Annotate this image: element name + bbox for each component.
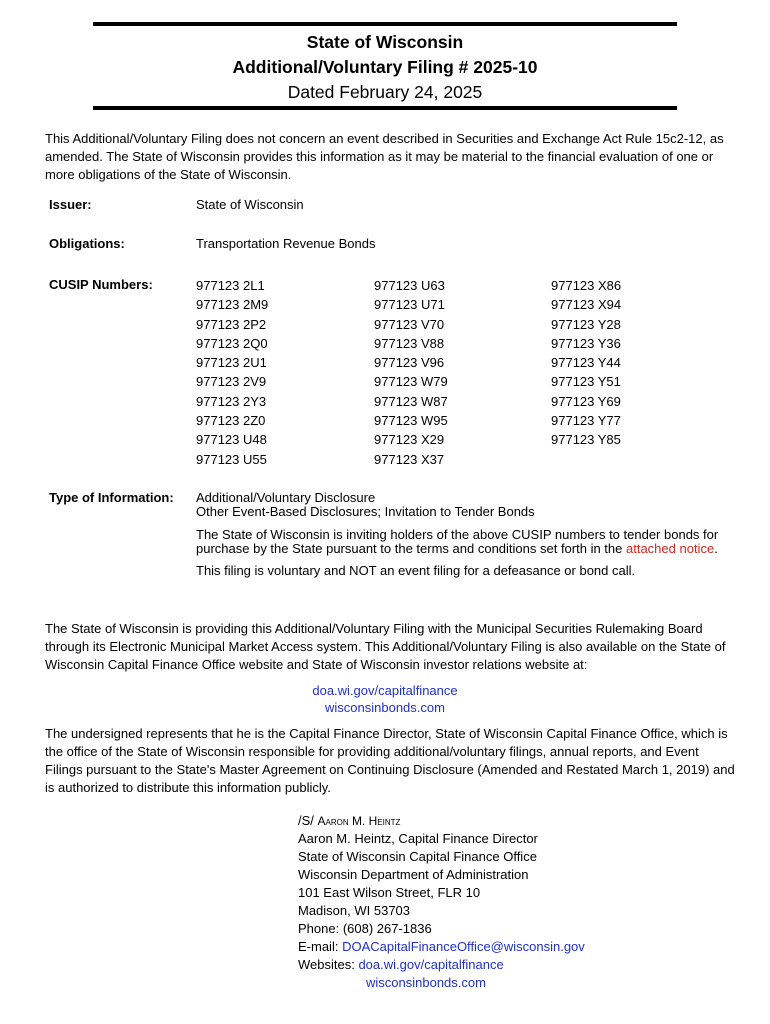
signer-title: Aaron M. Heintz, Capital Finance Director	[298, 831, 538, 846]
type-of-information-label: Type of Information:	[49, 490, 174, 505]
cusip-label: CUSIP Numbers:	[49, 277, 153, 292]
signature-block	[298, 812, 585, 992]
cusip-column-3	[551, 276, 621, 450]
cusip-number: 977123 Y77	[551, 413, 621, 429]
cusip-number: 977123 W79	[374, 374, 448, 390]
cusip-number: 977123 2M9	[196, 297, 269, 313]
cusip-number: 977123 U71	[374, 297, 445, 313]
top-rule	[93, 22, 677, 26]
bottom-rule	[93, 106, 677, 110]
signature-wisconsinbonds-link[interactable]: wisconsinbonds.com	[366, 975, 486, 990]
signer-address: 101 East Wilson Street, FLR 10	[298, 885, 481, 900]
emma-paragraph: The State of Wisconsin is providing this Additional/Voluntary Filing with the Municipal Securities Rulemaking Board through its Electronic Municipal Market Access system. This Additional/Voluntary Filing is also available on the State of Wisconsin Capital Finance Office website and State of Wisconsin investor relations website at:	[45, 621, 726, 672]
cusip-number: 977123 2Y3	[196, 393, 267, 409]
cusip-number: 977123 Y51	[551, 374, 621, 390]
cusip-number: 977123 Y85	[551, 432, 621, 448]
cusip-number: 977123 Y36	[551, 335, 621, 351]
cusip-number: 977123 Y44	[551, 355, 621, 371]
signer-phone: Phone: (608) 267-1836	[298, 921, 432, 936]
obligations-value: Transportation Revenue Bonds	[196, 236, 376, 251]
issuer-label: Issuer:	[49, 197, 92, 212]
attached-notice-link[interactable]: attached notice	[626, 541, 715, 556]
website-links	[0, 682, 770, 716]
email-label: E-mail:	[298, 939, 343, 954]
tender-text: The State of Wisconsin is inviting holders of the above CUSIP numbers to tender bonds for purchase by the State pursuant to the terms and conditions set forth in the	[196, 527, 719, 556]
signature-capitalfinance-link[interactable]: doa.wi.gov/capitalfinance	[358, 957, 504, 972]
signature-name: Aaron M. Heintz	[317, 814, 401, 828]
issuer-value: State of Wisconsin	[196, 197, 304, 212]
wisconsinbonds-link[interactable]: wisconsinbonds.com	[325, 700, 445, 715]
tender-end: .	[714, 541, 718, 556]
voluntary-note: This filing is voluntary and NOT an event filing for a defeasance or bond call.	[196, 563, 636, 578]
filing-date: Dated February 24, 2025	[287, 82, 483, 102]
cusip-number: 977123 2V9	[196, 374, 267, 390]
cusip-number: 977123 X86	[551, 278, 622, 293]
signature-line	[298, 812, 585, 830]
cusip-column-2	[374, 276, 448, 469]
type-line-2: Other Event-Based Disclosures; Invitation to Tender Bonds	[196, 504, 535, 519]
signer-websites-line	[298, 956, 585, 974]
cusip-number: 977123 2Q0	[196, 335, 268, 351]
cusip-number: 977123 U48	[196, 432, 267, 448]
capitalfinance-link[interactable]: doa.wi.gov/capitalfinance	[312, 683, 458, 698]
signature-prefix: /S/	[298, 813, 318, 828]
type-of-information-block	[196, 491, 736, 578]
cusip-number: 977123 W95	[374, 413, 448, 429]
email-link[interactable]: DOACapitalFinanceOffice@wisconsin.gov	[342, 939, 585, 954]
cusip-number: 977123 2U1	[196, 355, 267, 371]
cusip-number: 977123 2P2	[196, 316, 267, 332]
cusip-number: 977123 X94	[551, 297, 622, 313]
page-title: State of Wisconsin	[306, 32, 464, 52]
cusip-number: 977123 Y69	[551, 393, 621, 409]
obligations-label: Obligations:	[49, 236, 125, 251]
cusip-number: 977123 V96	[374, 355, 445, 371]
filing-number: Additional/Voluntary Filing # 2025-10	[232, 57, 538, 77]
cusip-number: 977123 2Z0	[196, 413, 266, 429]
undersigned-paragraph: The undersigned represents that he is the Capital Finance Director, State of Wisconsin Capital Finance Office, which is the office of the State of Wisconsin responsible for providing additional/voluntary filings, annual reports, and Event Filings pursuant to the State's Master Agreement on Continuing Disclosure (Amended and Restated March 1, 2019) and is authorized to distribute this information publicly.	[45, 726, 735, 795]
cusip-number: 977123 X37	[374, 451, 445, 467]
intro-paragraph: This Additional/Voluntary Filing does not concern an event described in Securities and Exchange Act Rule 15c2-12, as amended. The State of Wisconsin provides this information as it may be material to the financial evaluation of one or more obligations of the State of Wisconsin.	[45, 131, 724, 182]
cusip-number: 977123 U63	[374, 278, 445, 293]
cusip-number: 977123 2L1	[196, 278, 265, 293]
title-block	[93, 30, 677, 105]
cusip-number: 977123 U55	[196, 451, 267, 467]
websites-label: Websites:	[298, 957, 359, 972]
cusip-number: 977123 V88	[374, 335, 445, 351]
cusip-number: 977123 Y28	[551, 316, 621, 332]
signer-email-line	[298, 938, 585, 956]
signer-websites-line-2	[298, 974, 585, 992]
signer-office: State of Wisconsin Capital Finance Office	[298, 849, 537, 864]
cusip-number: 977123 V70	[374, 316, 445, 332]
signer-city: Madison, WI 53703	[298, 903, 411, 918]
cusip-number: 977123 W87	[374, 393, 448, 409]
signer-department: Wisconsin Department of Administration	[298, 867, 529, 882]
cusip-number: 977123 X29	[374, 432, 445, 448]
tender-invitation	[196, 528, 736, 556]
type-line-1: Additional/Voluntary Disclosure	[196, 490, 376, 505]
cusip-column-1	[196, 276, 268, 469]
